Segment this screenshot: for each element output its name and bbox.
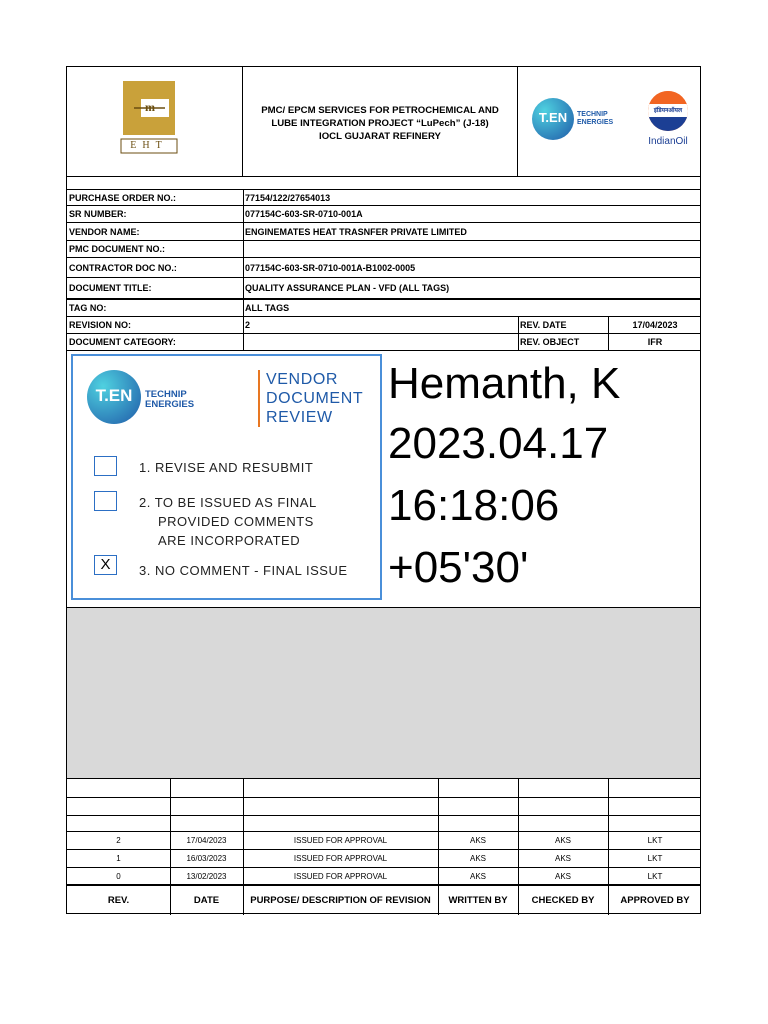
sr-value: 077154C-603-SR-0710-001A (245, 209, 363, 219)
option-3-checkbox[interactable]: X (94, 555, 117, 575)
document-title-row (67, 278, 700, 299)
option-3-label (139, 561, 348, 580)
revision-cell-written: AKS (469, 854, 486, 863)
indianoil-hindi-text: इंडियनऑयल (653, 108, 683, 114)
footer-written-by: WRITTEN BY (448, 895, 508, 906)
tag-row (67, 299, 700, 317)
stamp-title (258, 370, 363, 427)
signature-date: 2023.04.17 (388, 419, 609, 468)
revision-cell-checked: AKS (554, 854, 571, 863)
ten-line-1: TECHNIP (577, 111, 608, 118)
signature-time: 16:18:06 (388, 481, 560, 530)
document-header (67, 67, 700, 177)
pmc-label: PMC DOCUMENT NO.: (69, 244, 165, 254)
revision-empty-row (67, 798, 700, 816)
po-label: PURCHASE ORDER NO.: (69, 192, 177, 203)
category-label: DOCUMENT CATEGORY: (69, 337, 176, 347)
stamp-title-line-1: VENDOR (266, 371, 339, 388)
rev-date-label: REV. DATE (520, 320, 567, 330)
revision-cell-approved: LKT (647, 871, 663, 881)
option-2-line-3: ARE INCORPORATED (158, 533, 301, 548)
footer-date: DATE (193, 895, 220, 906)
option-1-label (139, 458, 313, 477)
tag-label: TAG NO: (69, 303, 107, 313)
revision-cell-approved: LKT (647, 854, 663, 863)
revision-cell-rev: 2 (116, 836, 121, 845)
company-logo-cell (67, 67, 243, 176)
revision-cell-date: 13/02/2023 (186, 871, 227, 881)
vendor-value: ENGINEMATES HEAT TRASNFER PRIVATE LIMITED (245, 226, 467, 237)
eht-logo-text: EHT (130, 140, 168, 151)
revision-cell-checked: AKS (554, 836, 571, 845)
stamp-ten-line-2: ENERGIES (145, 399, 195, 410)
footer-approved-by: APPROVED BY (620, 895, 690, 906)
revision-row (67, 317, 700, 334)
revision-row-entry (67, 850, 700, 868)
revision-cell-rev: 0 (116, 871, 121, 881)
revision-cell-approved: LKT (647, 836, 663, 845)
project-title-line-3: IOCL GUJARAT REFINERY (319, 131, 441, 142)
contractor-value: 077154C-603-SR-0710-001A-B1002-0005 (245, 262, 416, 273)
sr-label: SR NUMBER: (69, 209, 127, 219)
stamp-ten-mark: T.EN (95, 386, 133, 405)
rev-object-value: IFR (647, 337, 663, 347)
title-value: QUALITY ASSURANCE PLAN - VFD (ALL TAGS) (245, 283, 450, 293)
ten-mark: T.EN (538, 110, 568, 125)
footer-purpose: PURPOSE/ DESCRIPTION OF REVISION (250, 895, 431, 906)
option-2-line-1: 2. TO BE ISSUED AS FINAL (139, 495, 317, 510)
footer-rev: REV. (107, 895, 130, 906)
sr-number-row (67, 206, 700, 223)
po-value: 77154/122/27654013 (245, 192, 331, 203)
revision-cell-purpose: ISSUED FOR APPROVAL (293, 871, 388, 881)
revision-cell-date: 17/04/2023 (186, 836, 227, 845)
technip-energies-logo (532, 98, 622, 142)
signature-name: Hemanth, K (388, 359, 621, 408)
contractor-label: CONTRACTOR DOC NO.: (69, 262, 177, 273)
option-1-checkbox[interactable] (94, 456, 117, 476)
client-logos-cell (518, 67, 700, 176)
revision-table-header (67, 885, 700, 915)
rev-object-label: REV. OBJECT (520, 337, 580, 347)
option-1-line-1: 1. REVISE AND RESUBMIT (139, 460, 314, 475)
title-label: DOCUMENT TITLE: (69, 283, 152, 293)
vendor-label: VENDOR NAME: (69, 226, 140, 237)
revision-row-entry (67, 832, 700, 850)
revision-cell-checked: AKS (554, 871, 571, 881)
contractor-doc-row (67, 258, 700, 278)
ten-line-2: ENERGIES (577, 119, 614, 126)
svg-text:m: m (145, 100, 155, 114)
tag-value: ALL TAGS (245, 303, 290, 313)
footer-checked-by: CHECKED BY (531, 895, 595, 906)
revision-row-entry (67, 868, 700, 885)
revision-cell-purpose: ISSUED FOR APPROVAL (293, 854, 388, 863)
revision-empty-row (67, 816, 700, 832)
stamp-title-line-3: REVIEW (266, 409, 333, 426)
indianoil-logo (636, 91, 700, 153)
purchase-order-row (67, 189, 700, 206)
document-category-row (67, 334, 700, 351)
project-title-line-2: LUBE INTEGRATION PROJECT “LuPech” (J-18) (271, 118, 489, 129)
stamp-title-line-2: DOCUMENT (266, 390, 364, 407)
vendor-name-row (67, 223, 700, 241)
indianoil-name: IndianOil (648, 136, 688, 147)
revision-cell-rev: 1 (116, 854, 121, 863)
project-title-line-1: PMC/ EPCM SERVICES FOR PETROCHEMICAL AND (261, 105, 499, 116)
option-2-checkbox[interactable] (94, 491, 117, 511)
signature-timezone: +05'30' (388, 543, 529, 592)
blank-gray-area (67, 607, 700, 779)
vendor-review-stamp (71, 354, 382, 600)
rev-date-value: 17/04/2023 (632, 320, 678, 330)
revision-empty-row (67, 779, 700, 798)
stamp-ten-logo (87, 370, 217, 424)
option-3-line-1: 3. NO COMMENT - FINAL ISSUE (139, 563, 348, 578)
revision-cell-purpose: ISSUED FOR APPROVAL (293, 836, 388, 845)
pmc-document-row (67, 241, 700, 258)
revision-label: REVISION NO: (69, 320, 132, 330)
document-sheet (66, 66, 701, 914)
stamp-ten-line-1: TECHNIP (145, 389, 187, 400)
revision-value: 2 (245, 320, 251, 330)
project-title-cell (243, 67, 518, 176)
revision-cell-date: 16/03/2023 (186, 854, 227, 863)
option-2-label (139, 493, 317, 550)
option-2-line-2: PROVIDED COMMENTS (158, 514, 314, 529)
revision-cell-written: AKS (469, 836, 486, 845)
revision-cell-written: AKS (469, 871, 486, 881)
